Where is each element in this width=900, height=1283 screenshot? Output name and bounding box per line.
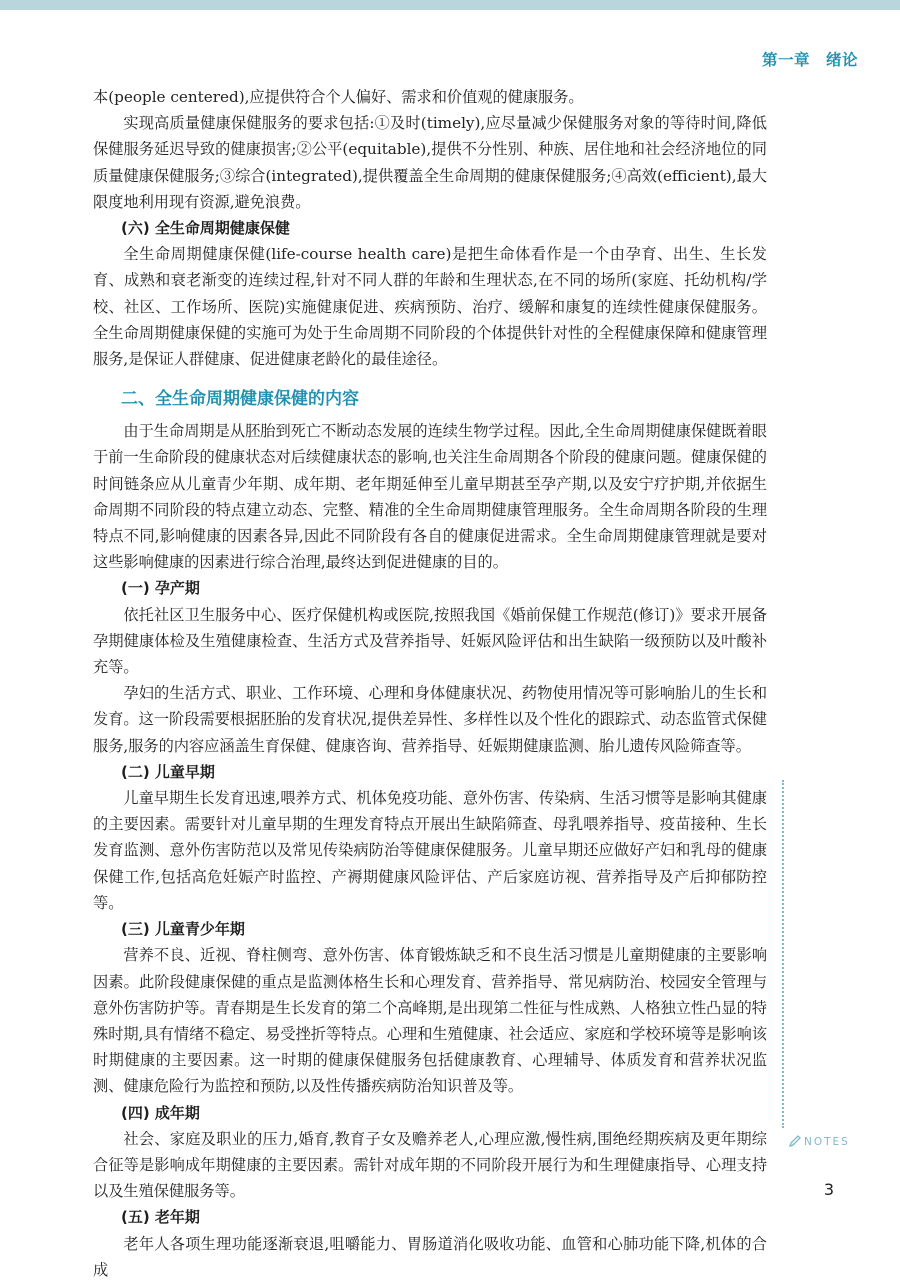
paragraph: 孕妇的生活方式、职业、工作环境、心理和身体健康状况、药物使用情况等可影响胎儿的生长和发育。这一阶段需要根据胚胎的发育状况,提供差异性、多样性以及个性化的跟踪式、动态监管式保健服务,服务的内容应涵盖生育保健、健康咨询、营养指导、妊娠期健康监测、胎儿遗传风险筛查等。 [93, 684, 767, 755]
subheading-life-course: (六) 全生命周期健康保健 [121, 219, 290, 238]
subheading-adolescence: (三) 儿童青少年期 [121, 920, 245, 939]
top-decoration-bar [0, 0, 900, 10]
page-body [93, 84, 767, 1283]
page-number: 3 [823, 1180, 834, 1199]
section-title: 二、全生命周期健康保健的内容 [121, 389, 359, 410]
paragraph: 全生命周期健康保健(life-course health care)是把生命体看作是一个由孕育、出生、生长发育、成熟和衰老渐变的连续过程,针对不同人群的年龄和生理状态,在不同的场所(家庭、托幼机构/学校、社区、工作场所、医院)实施健康促进、疾病预防、治疗、缓解和康复的连续性健康保健服务。全生命周期健康保健的实施可为处于生命周期不同阶段的个体提供针对性的全程健康保障和健康管理服务,是保证人群健康、促进健康老龄化的最佳途径。 [93, 245, 767, 369]
subheading-early-childhood: (二) 儿童早期 [121, 762, 215, 781]
subheading-adulthood: (四) 成年期 [121, 1103, 200, 1122]
subheading-old-age: (五) 老年期 [121, 1208, 200, 1227]
paragraph: 本(people centered),应提供符合个人偏好、需求和价值观的健康服务。 [93, 88, 584, 106]
chapter-header: 第一章 绪论 [761, 51, 858, 69]
paragraph: 营养不良、近视、脊柱侧弯、意外伤害、体育锻炼缺乏和不良生活习惯是儿童期健康的主要影响因素。此阶段健康保健的重点是监测体格生长和心理发育、营养指导、常见病防治、校园安全管理与意外伤害防护等。青春期是生长发育的第二个高峰期,是出现第二性征与性成熟、人格独立性凸显的特殊时期,具有情绪不稳定、易受挫折等特点。心理和生殖健康、社会适应、家庭和学校环境等是影响该时期健康的主要因素。这一时期的健康保健服务包括健康教育、心理辅导、体质发育和营养状况监测、健康危险行为监控和预防,以及性传播疾病防治知识普及等。 [93, 946, 767, 1096]
paragraph: 实现高质量健康保健服务的要求包括:①及时(timely),应尽量减少保健服务对象的等待时间,降低保健服务延迟导致的健康损害;②公平(equitable),提供不分性别、种族、居住地和社会经济地位的同质量健康保健服务;③综合(integrated),提供覆盖全生命周期的健康保健服务;④高效(efficient),最大限度地利用现有资源,避免浪费。 [93, 114, 767, 211]
notes-dotted-rule [782, 780, 784, 1128]
notes-marker [788, 1134, 850, 1151]
paragraph: 儿童早期生长发育迅速,喂养方式、机体免疫功能、意外伤害、传染病、生活习惯等是影响其健康的主要因素。需要针对儿童早期的生理发育特点开展出生缺陷筛查、母乳喂养指导、疫苗接种、生长发育监测、意外伤害防范以及常见传染病防治等健康保健服务。儿童早期还应做好产妇和乳母的健康保健工作,包括高危妊娠产时监控、产褥期健康风险评估、产后家庭访视、营养指导及产后抑郁防控等。 [93, 789, 767, 912]
paragraph: 社会、家庭及职业的压力,婚育,教育子女及赡养老人,心理应激,慢性病,围绝经期疾病及更年期综合征等是影响成年期健康的主要因素。需针对成年期的不同阶段开展行为和生理健康指导、心理支持以及生殖保健服务等。 [93, 1129, 767, 1201]
paragraph: 依托社区卫生服务中心、医疗保健机构或医院,按照我国《婚前保健工作规范(修订)》要求开展备孕期健康体检及生殖健康检查、生活方式及营养指导、妊娠风险评估和出生缺陷一级预防以及叶酸补充等。 [93, 605, 767, 677]
subheading-pregnancy: (一) 孕产期 [121, 579, 200, 598]
paragraph: 由于生命周期是从胚胎到死亡不断动态发展的连续生物学过程。因此,全生命周期健康保健既着眼于前一生命阶段的健康状态对后续健康状态的影响,也关注生命周期各个阶段的健康问题。健康保健的时间链条应从儿童青少年期、成年期、老年期延伸至儿童早期甚至孕产期,以及安宁疗护期,并依据生命周期不同阶段的特点建立动态、完整、精准的全生命周期健康管理服务。全生命周期各阶段的生理特点不同,影响健康的因素各异,因此不同阶段有各自的健康促进需求。全生命周期健康管理就是要对这些影响健康的因素进行综合治理,最终达到促进健康的目的。 [93, 422, 767, 572]
paragraph: 老年人各项生理功能逐渐衰退,咀嚼能力、胃肠道消化吸收功能、血管和心肺功能下降,机体的合成 [93, 1234, 767, 1279]
notes-label: NOTES [804, 1136, 850, 1148]
pencil-icon [788, 1134, 802, 1151]
